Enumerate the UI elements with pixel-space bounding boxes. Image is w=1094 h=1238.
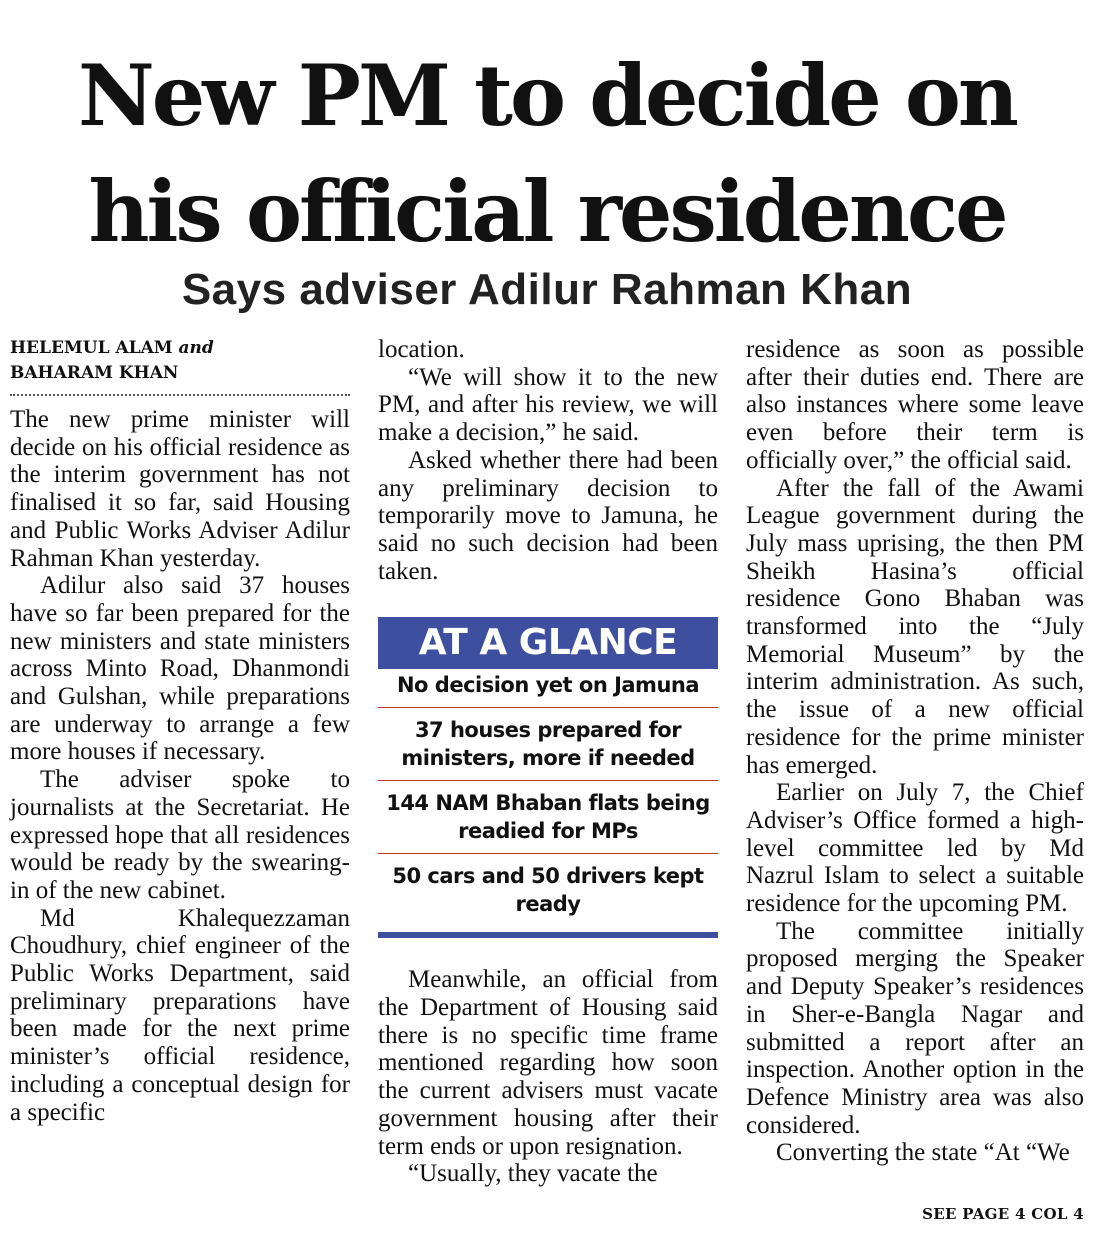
article-column-3 [746,336,1084,1167]
glance-item: 144 NAM Bhaban flats being readied for MPs [378,781,718,854]
glance-item: No decision yet on Jamuna [378,669,718,708]
paragraph: The committee initially proposed merging the Speaker and Deputy Speaker’s residences in Sher-e-Bangla Nagar and submitted a report after an inspection. Another option in the Defence Ministry area was also considered. [746,917,1084,1139]
byline [10,336,350,396]
subheadline: Says adviser Adilur Rahman Khan [181,265,913,314]
paragraph: Adilur also said 37 houses have so far been prepared for the new ministers and state ministers across Minto Road, Dhanmondi and Gulshan, while preparations are underway to arrange a few more houses if necessary. [10,572,350,766]
byline-author-1: HELEMUL ALAM [10,338,173,358]
paragraph: residence as soon as possible after their duties end. There are also instances where some leave even before their term is officially over,” the official said. [746,336,1084,474]
paragraph: After the fall of the Awami League government during the July mass uprising, the then PM Sheikh Hasina’s official residence Gono Bhaban was transformed into the “July Memorial Museum” by the interim administration. As such, the issue of a new official residence for the prime minister has emerged. [746,474,1084,779]
paragraph: location. [378,336,465,363]
article-column-2 [378,336,718,1188]
headline [0,38,1094,270]
byline-author-2: BAHARAM KHAN [10,363,179,383]
glance-item: 37 houses prepared for ministers, more if needed [378,708,718,781]
at-a-glance-box [378,617,718,938]
paragraph: Asked whether there had been any preliminary decision to temporarily move to Jamuna, he said no such decision had been taken. [378,446,718,585]
glance-item: 50 cars and 50 drivers kept ready [392,864,704,917]
headline-line-1: New PM to decide on [78,46,1016,145]
byline-connector: and [178,338,214,358]
continued-on-page-link[interactable]: SEE PAGE 4 COL 4 [922,1205,1084,1223]
paragraph: Earlier on July 7, the Chief Adviser’s Office formed a high-level committee led by Md Nazrul Islam to select a suitable residence for the upcoming PM. [746,779,1084,918]
paragraph: Md Khalequezzaman Choudhury, chief engineer of the Public Works Department, said preliminary preparations have been made for the next prime minister’s official residence, including a conceptual design for a specific [10,904,350,1126]
at-a-glance-title: AT A GLANCE [378,617,718,669]
paragraph: The new prime minister will decide on his official residence as the interim government has not finalised it so far, said Housing and Public Works Adviser Adilur Rahman Khan yesterday. [10,406,350,572]
paragraph: “We will show it to the new PM, and after his review, we will make a decision,” he said. [378,363,718,447]
paragraph: Converting the state “At “We [776,1139,1070,1167]
paragraph: The adviser spoke to journalists at the Secretariat. He expressed hope that all residences would be ready by the swearing-in of the new cabinet. [10,766,350,904]
paragraph: “Usually, they vacate the [408,1160,658,1188]
article-column-1 [10,336,350,1126]
headline-line-2: his official residence [88,162,1006,261]
paragraph: Meanwhile, an official from the Department of Housing said there is no specific time frame mentioned regarding how soon the current advisers must vacate government housing after their term ends or upon resignation. [378,966,718,1160]
